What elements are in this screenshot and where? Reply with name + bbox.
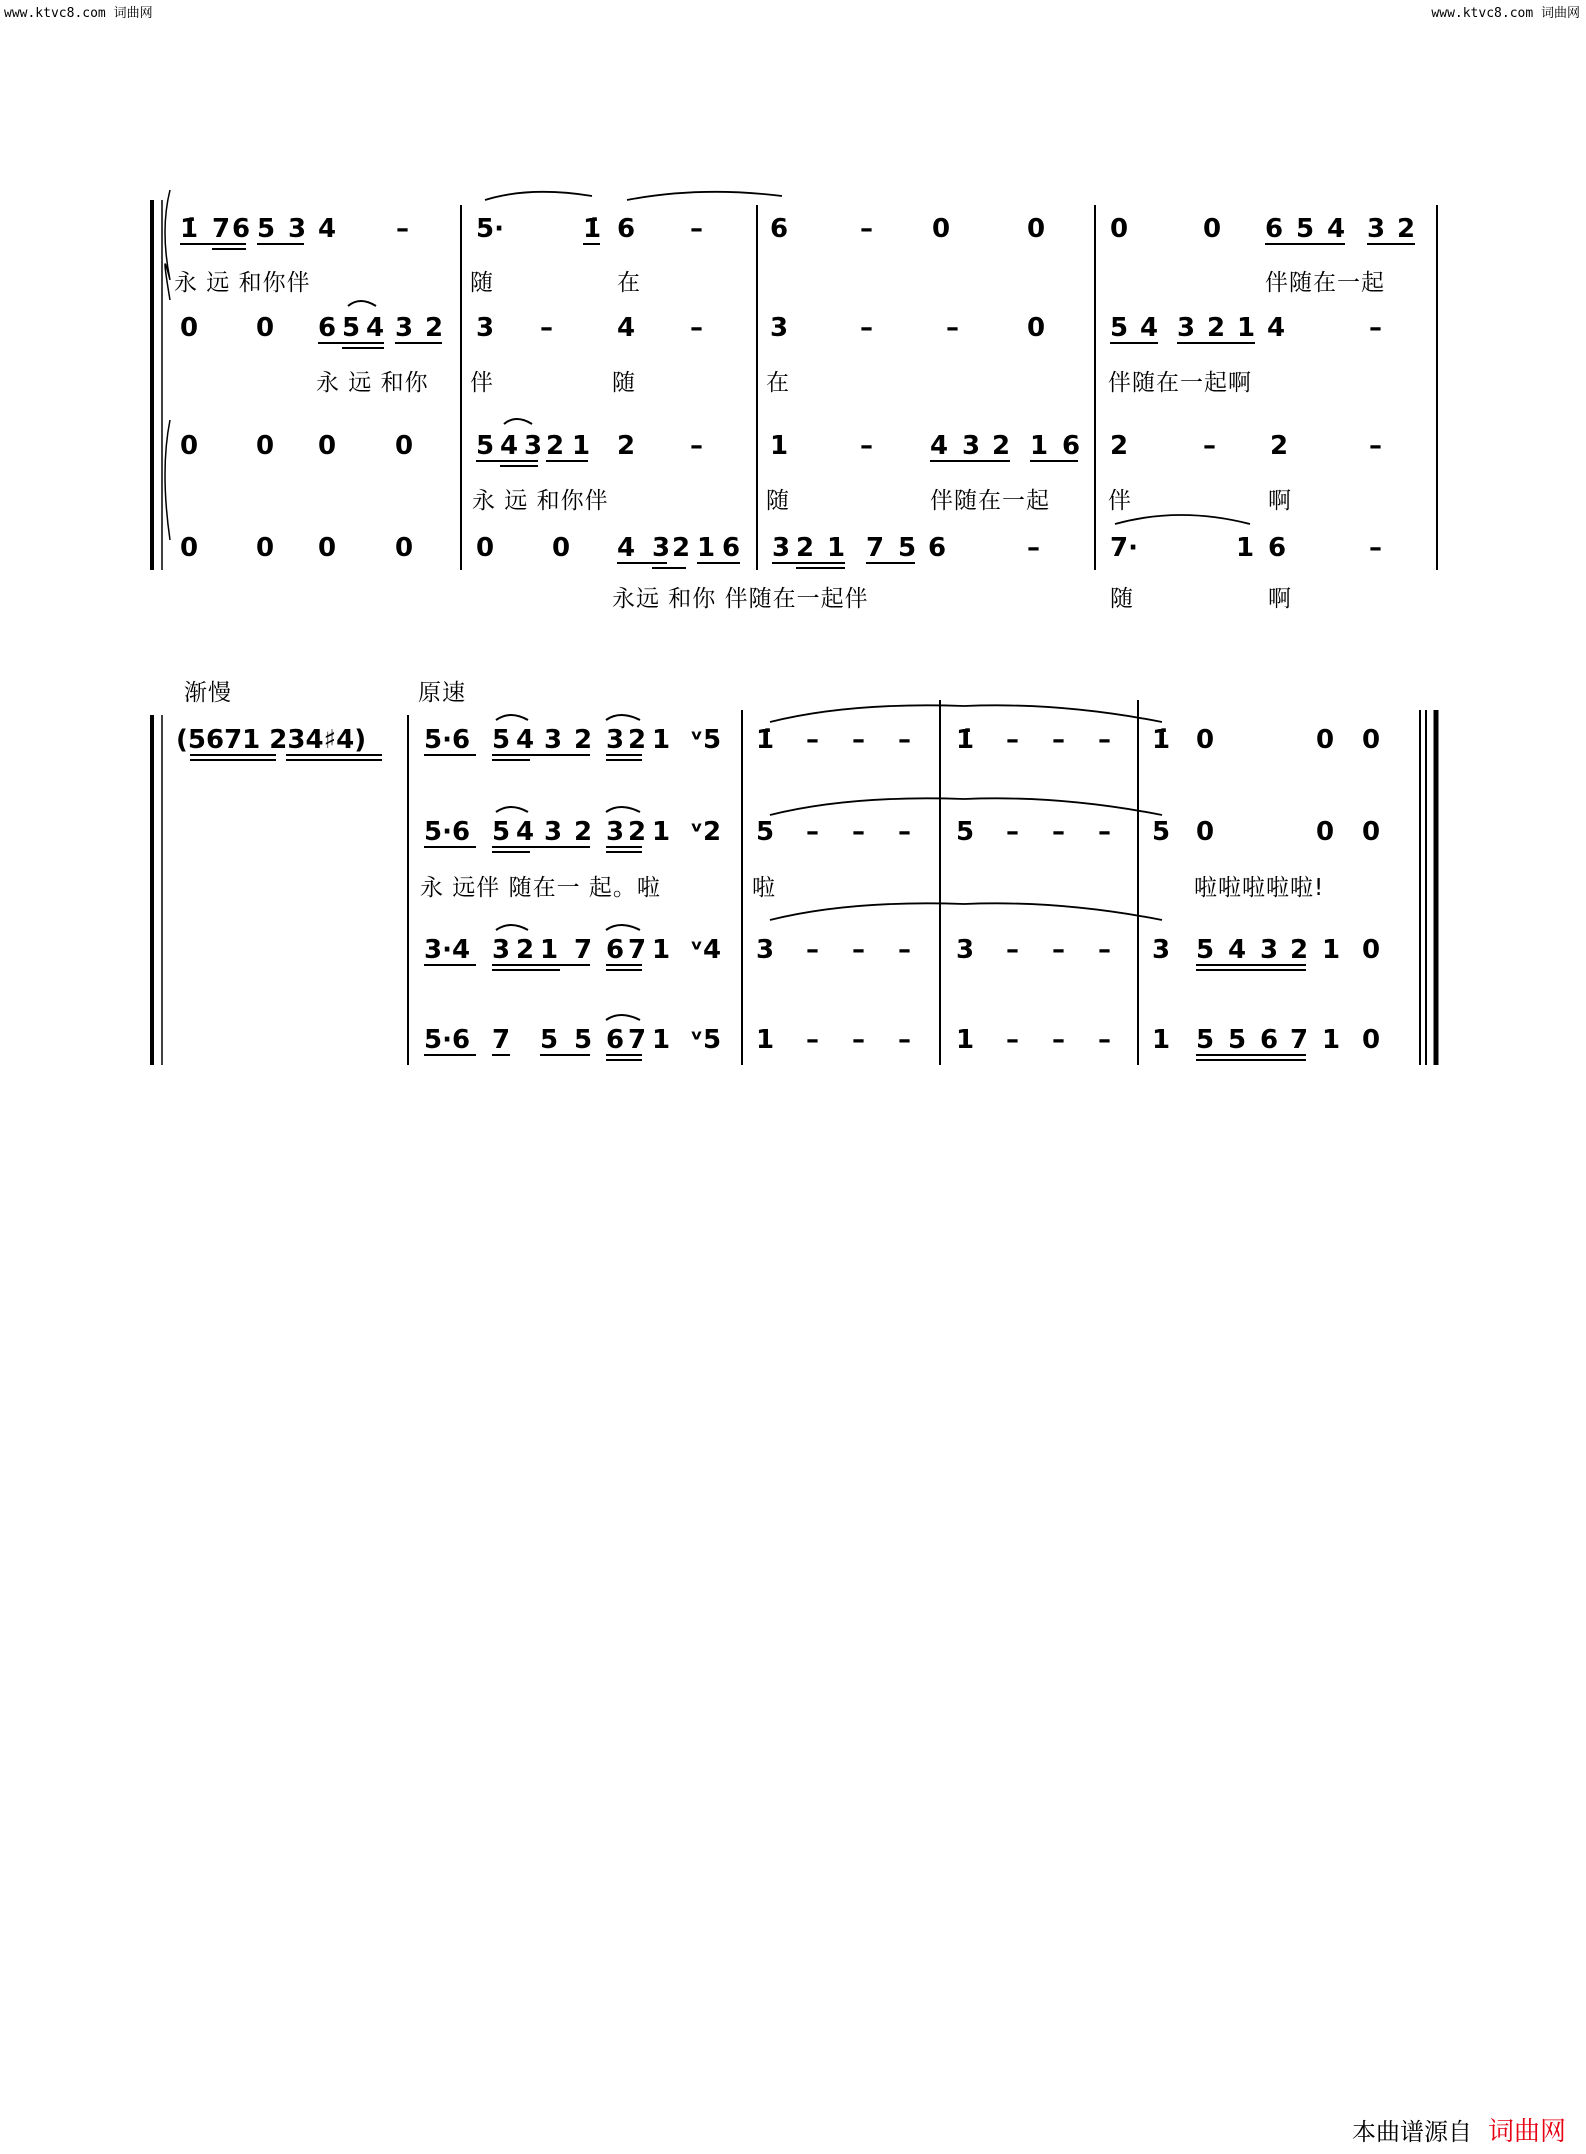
note: 3 [772,533,791,563]
dash: – [1006,1025,1019,1055]
note: 0 [1316,817,1335,847]
note: 1 [770,431,789,461]
note: 7 [628,935,647,965]
note: 2 [796,533,815,563]
note: 2 [574,725,593,755]
note: 0 [256,313,275,343]
note: 2 [516,935,535,965]
dash: – [396,214,409,244]
note: 2 [672,533,691,563]
note: 5 [1296,214,1315,244]
dash: – [1098,935,1111,965]
dash: – [1098,725,1111,755]
note: 0 [1362,725,1381,755]
dash: – [1052,935,1065,965]
note: 3 [606,817,625,847]
note: 5 [1110,313,1129,343]
note: 5 [898,533,917,563]
note: 0 [1203,214,1222,244]
note: 1̇ [756,725,775,755]
note: 4 [500,431,519,461]
note: 5 [492,725,511,755]
note: 1 [827,533,846,563]
note: 5 [574,1025,593,1055]
staff-4-notes [180,533,1382,563]
staff-2-notes [180,313,1382,343]
dash: – [806,1025,819,1055]
note: 7· [1110,533,1138,563]
staff2-1-notes [424,725,1380,755]
note: 5 [956,817,975,847]
note: 5·6 [424,725,471,755]
note: 2 [628,817,647,847]
staff-1-notes [180,214,1415,244]
note: 1 [1322,1025,1341,1055]
note: 6 [232,214,251,244]
dash: – [1203,431,1216,461]
footer-brand-link[interactable]: 词曲网 [1487,2117,1566,2147]
staff2-4-notes [424,1025,1380,1055]
note: 0 [1196,725,1215,755]
note: 3 [770,313,789,343]
note: 1̇ [180,214,199,244]
lyric: 随 [612,370,636,396]
note: 0 [1196,817,1215,847]
dash: – [898,725,911,755]
dash: – [1052,817,1065,847]
lyric: 啊 [1268,488,1292,514]
note: 3 [476,313,495,343]
note: 7 [866,533,885,563]
footer [1352,2111,1566,2148]
note: ᵛ2 [690,817,722,847]
note: 1 [540,935,559,965]
note: 3 [524,431,543,461]
note: 5 [1196,1025,1215,1055]
note: 5 [342,313,361,343]
dash: – [690,214,703,244]
note: 2 [992,431,1011,461]
note: 0 [395,533,414,563]
note: 6 [1260,1025,1279,1055]
note: 1 [1152,1025,1171,1055]
dash: – [860,313,873,343]
lyric: 啦啦啦啦啦! [1194,875,1325,901]
note: 4 [617,533,636,563]
note: 3 [1260,935,1279,965]
note: 4 [930,431,949,461]
note: 6 [770,214,789,244]
lyric: 永远 和你 伴随在一起伴 [612,586,869,612]
note: 7 [212,214,231,244]
underlines-1 [180,244,1415,249]
dash: – [806,817,819,847]
staff-1-lyrics [174,270,1385,296]
note: 7 [628,1025,647,1055]
note: 0 [180,431,199,461]
dash: – [806,725,819,755]
staff-3-lyrics [472,488,1292,514]
note: 4 [516,725,535,755]
dash: – [898,1025,911,1055]
note: 6 [1265,214,1284,244]
staff2-2-lyrics [420,875,1324,901]
watermark-left: www.ktvc8.com 词曲网 [4,6,153,21]
dash: – [690,313,703,343]
note: 3 [606,725,625,755]
note: 5 [540,1025,559,1055]
note: 0 [1362,935,1381,965]
note: 2 [574,817,593,847]
note: 1 [652,1025,671,1055]
note: ᵛ5 [690,725,722,755]
dash: – [852,935,865,965]
note: 6 [606,935,625,965]
note: 3 [544,725,563,755]
note: 4 [617,313,636,343]
note: 1 [652,935,671,965]
dash: – [540,313,553,343]
note: 4 [366,313,385,343]
note: 4 [516,817,535,847]
note: 5 [492,817,511,847]
dash: – [1027,533,1040,563]
note: 4 [1228,935,1247,965]
note: 4 [1140,313,1159,343]
dash: – [1369,533,1382,563]
dash: – [1052,725,1065,755]
staff-3-notes [180,431,1382,461]
intro-phrase: (5671 234♯4) [176,725,367,755]
dash: – [1369,431,1382,461]
note: 6 [722,533,741,563]
note: 1 [1030,431,1049,461]
note: 0 [1110,214,1129,244]
lyric: 伴随在一起 [930,488,1050,514]
lyric: 永 远 和你伴 [174,270,311,296]
note: 1̇ [956,725,975,755]
note: 0 [1362,817,1381,847]
staff2-2-notes [424,817,1380,847]
note: 3 [652,533,671,563]
dash: – [852,817,865,847]
staff-2-lyrics [316,370,1252,396]
note: 1̇ [583,214,602,244]
note: 2 [1290,935,1309,965]
note: 7 [574,935,593,965]
lyric: 在 [766,370,790,396]
note: 3 [395,313,414,343]
staff2-3-notes [424,935,1380,965]
note: 5 [1196,935,1215,965]
note: 5 [1152,817,1171,847]
note: ᵛ4 [690,935,722,965]
note: 0 [932,214,951,244]
dash: – [860,214,873,244]
lyric: 伴 [1108,488,1132,514]
note: 0 [180,313,199,343]
lyric: 在 [617,270,641,296]
note: 5 [257,214,276,244]
note: 3 [1152,935,1171,965]
dash: – [690,431,703,461]
dash: – [1006,817,1019,847]
note: 3 [956,935,975,965]
note: 7 [492,1025,511,1055]
lyric: 伴随在一起啊 [1108,370,1252,396]
dash: – [1098,1025,1111,1055]
note: 3 [544,817,563,847]
note: 5 [1228,1025,1247,1055]
note: 1 [652,725,671,755]
note: 0 [552,533,571,563]
note: 0 [1027,313,1046,343]
note: 2 [546,431,565,461]
dash: – [1369,313,1382,343]
note: 4 [1267,313,1286,343]
note: 4 [1327,214,1346,244]
note: 1 [1322,935,1341,965]
note: 1 [652,817,671,847]
dash: – [1006,725,1019,755]
lyric: 伴随在一起 [1265,270,1385,296]
lyric: 随 [766,488,790,514]
note: 5·6 [424,1025,471,1055]
watermark-right: www.ktvc8.com 词曲网 [1431,6,1580,21]
dash: – [852,1025,865,1055]
note: 3 [962,431,981,461]
note: 0 [476,533,495,563]
note: 1 [572,431,591,461]
lyric: 永 远 和你 [316,370,429,396]
note: 5· [476,214,504,244]
footer-source: 本曲谱源自 [1351,2118,1472,2146]
dash: – [1052,1025,1065,1055]
note: 0 [1027,214,1046,244]
note: 7 [1290,1025,1309,1055]
note: 2 [1110,431,1129,461]
lyric: 随 [470,270,494,296]
dash: – [898,935,911,965]
note: 1 [697,533,716,563]
note: 6 [617,214,636,244]
dash: – [806,935,819,965]
dash: – [860,431,873,461]
note: 0 [318,533,337,563]
note: 3 [756,935,775,965]
note: 6 [318,313,337,343]
note: 3·4 [424,935,471,965]
note: 0 [1316,725,1335,755]
tempo-slow: 渐慢 [184,680,232,706]
note: 4 [318,214,337,244]
note: 2 [425,313,444,343]
note: 2 [1207,313,1226,343]
note: 0 [180,533,199,563]
note: 0 [1362,1025,1381,1055]
note: 2 [1270,431,1289,461]
dash: – [898,817,911,847]
note: 6 [1268,533,1287,563]
lyric: 啦 [752,875,776,901]
note: 3 [1177,313,1196,343]
note: ᵛ5 [690,1025,722,1055]
note: 5 [756,817,775,847]
lyric: 永 远伴 随在一 起。啦 [420,875,661,901]
note: 3 [288,214,307,244]
note: 1 [1236,533,1255,563]
staff-4-lyrics [612,586,1292,612]
underlines-4 [617,563,915,568]
note: 0 [256,533,275,563]
note: 5 [476,431,495,461]
lyric: 随 [1110,586,1134,612]
note: 3 [492,935,511,965]
note: 3 [1367,214,1386,244]
dash: – [1098,817,1111,847]
lyric: 伴 [470,370,494,396]
dash: – [852,725,865,755]
note: 5·6 [424,817,471,847]
note: 0 [256,431,275,461]
dash: – [946,313,959,343]
note: 0 [395,431,414,461]
note: 6 [1062,431,1081,461]
note: 2 [1397,214,1416,244]
note: 2 [617,431,636,461]
note: 1̇ [1152,725,1171,755]
lyric: 啊 [1268,586,1292,612]
note: 6 [606,1025,625,1055]
note: 1 [956,1025,975,1055]
lyric: 永 远 和你伴 [472,488,609,514]
tempo-original: 原速 [418,680,466,706]
note: 2 [628,725,647,755]
note: 1 [1237,313,1256,343]
dash: – [1006,935,1019,965]
note: 6 [928,533,947,563]
note: 0 [318,431,337,461]
note: 1 [756,1025,775,1055]
